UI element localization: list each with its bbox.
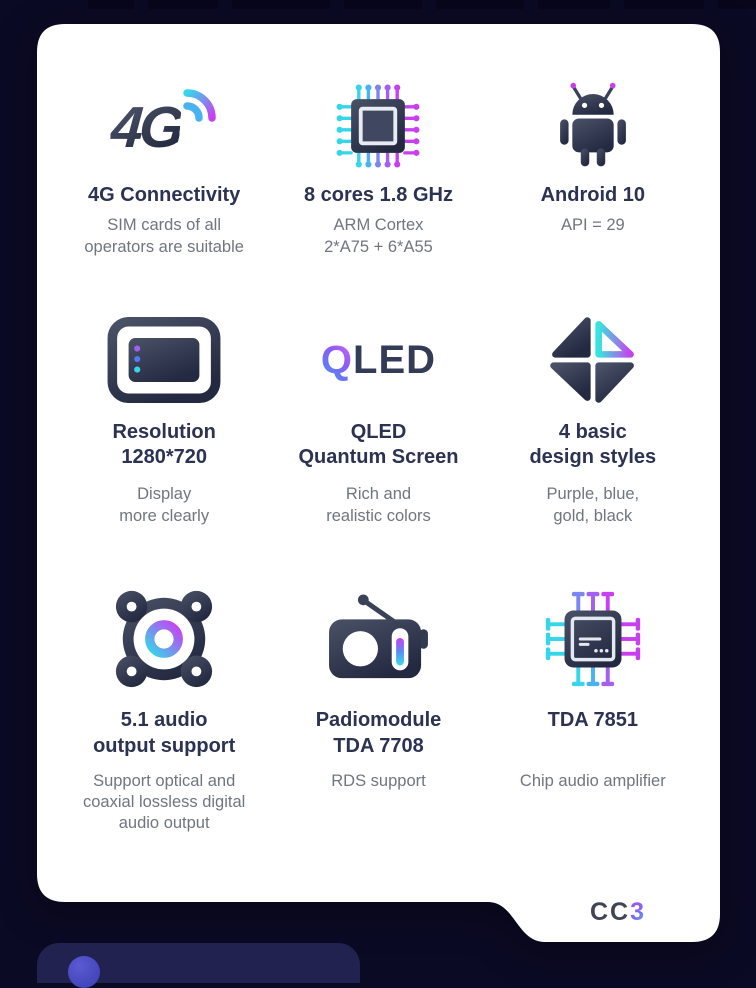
feature-title: QLED Quantum Screen bbox=[298, 421, 459, 468]
feature-subtitle: RDS support bbox=[331, 772, 426, 790]
feature-subtitle: Display more clearly bbox=[119, 485, 210, 525]
feature-subtitle: Purple, blue, gold, black bbox=[546, 485, 640, 525]
feature-card-android bbox=[486, 78, 700, 258]
feature-subtitle: Chip audio amplifier bbox=[519, 772, 666, 790]
feature-title: Android 10 bbox=[540, 184, 646, 206]
brand-logo-cc3 bbox=[590, 898, 646, 927]
feature-card-cpu bbox=[271, 78, 485, 258]
display-screen-icon bbox=[105, 314, 223, 406]
feature-card-4g bbox=[57, 78, 271, 258]
feature-title: 4G Connectivity bbox=[88, 184, 241, 206]
feature-card-resolution bbox=[57, 314, 271, 527]
speaker-icon bbox=[111, 583, 217, 695]
feature-grid bbox=[37, 24, 720, 834]
feature-subtitle: Support optical and coaxial lossless digital audio output bbox=[83, 772, 246, 832]
brand-logo-three: 3 bbox=[630, 898, 647, 926]
qled-logo bbox=[321, 314, 436, 406]
feature-title: Padiomodule TDA 7708 bbox=[315, 709, 442, 757]
feature-title: Resolution 1280*720 bbox=[112, 421, 216, 468]
feature-title: 8 cores 1.8 GHz bbox=[304, 184, 453, 206]
feature-card-radio bbox=[271, 583, 485, 834]
feature-card-design bbox=[486, 314, 700, 527]
qled-logo-q: Q bbox=[320, 337, 354, 382]
brand-logo-cc: CC bbox=[590, 898, 631, 926]
android-robot-icon bbox=[546, 78, 640, 174]
signal-arcs-icon bbox=[177, 80, 223, 124]
feature-title: 4 basic design styles bbox=[529, 421, 657, 468]
radio-icon bbox=[321, 583, 435, 695]
feature-card-qled bbox=[271, 314, 485, 527]
feature-subtitle: SIM cards of all operators are suitable bbox=[84, 216, 244, 256]
4g-signal-icon bbox=[105, 78, 223, 174]
feature-subtitle: Rich and realistic colors bbox=[326, 485, 431, 525]
feature-card-amplifier bbox=[486, 583, 700, 834]
feature-title: 5.1 audio output support bbox=[93, 709, 236, 757]
amplifier-chip-icon bbox=[538, 583, 648, 695]
feature-subtitle: API = 29 bbox=[560, 216, 625, 234]
feature-title: TDA 7851 bbox=[547, 709, 639, 731]
feature-subtitle: ARM Cortex 2*A75 + 6*A55 bbox=[324, 216, 433, 256]
next-section-dot bbox=[68, 956, 100, 988]
4g-icon-text: 4G bbox=[108, 95, 183, 160]
cpu-chip-icon bbox=[330, 78, 426, 174]
qled-logo-led: LED bbox=[353, 337, 437, 382]
design-styles-icon bbox=[546, 314, 640, 406]
feature-card-audio bbox=[57, 583, 271, 834]
next-section-card-partial bbox=[37, 943, 360, 983]
